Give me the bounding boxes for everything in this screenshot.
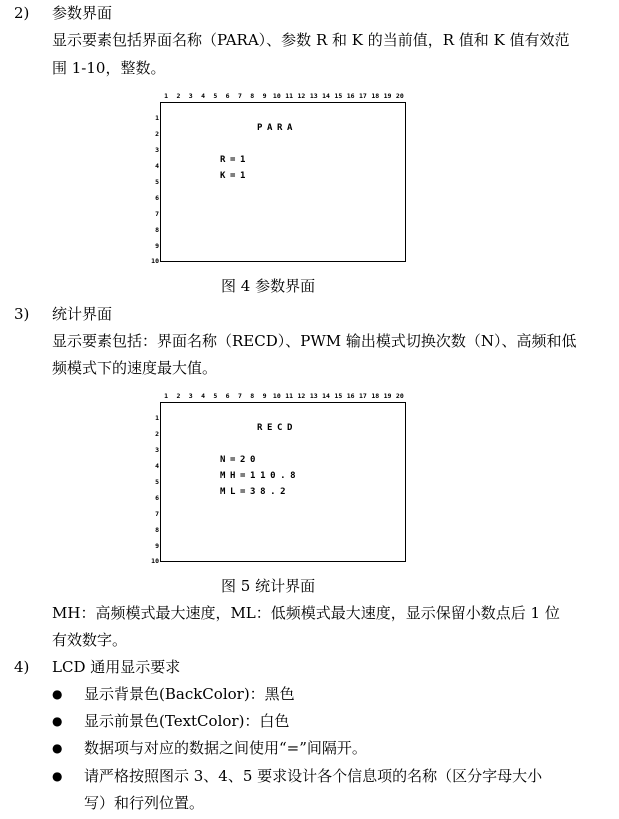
col-number: 3 bbox=[188, 92, 193, 100]
col-number: 17 bbox=[359, 392, 367, 400]
col-number: 7 bbox=[237, 392, 242, 400]
column-numbers bbox=[160, 392, 406, 400]
section-2-description-line-1: 显示要素包括界面名称（PARA）、参数 R 和 K 的当前值，R 值和 K 值有效范 bbox=[52, 31, 570, 49]
row-number: 1 bbox=[155, 114, 159, 122]
col-number: 14 bbox=[322, 92, 330, 100]
para-lcd-figure bbox=[146, 92, 406, 265]
col-number: 7 bbox=[237, 92, 242, 100]
col-number: 3 bbox=[188, 392, 193, 400]
section-4-title: LCD 通用显示要求 bbox=[52, 658, 181, 676]
section-2-description-line-2: 围 1-10，整数。 bbox=[52, 59, 166, 77]
col-number: 12 bbox=[297, 92, 306, 100]
lcd-line-mh: MH=110.8 bbox=[220, 471, 301, 481]
col-number: 1 bbox=[164, 92, 169, 100]
col-number: 5 bbox=[213, 392, 218, 400]
lcd-screen-title: RECD bbox=[257, 423, 298, 433]
recd-lcd-figure bbox=[146, 392, 406, 565]
figure-5-caption: 图 5 统计界面 bbox=[221, 577, 316, 595]
bullet-item: 请严格按照图示 3、4、5 要求设计各个信息项的名称（区分字母大小 bbox=[84, 767, 543, 785]
section-2-title: 参数界面 bbox=[52, 4, 113, 22]
section-4-number: 4) bbox=[14, 658, 30, 676]
section-2-number: 2) bbox=[14, 4, 30, 22]
col-number: 19 bbox=[383, 392, 392, 400]
section-3-description-line-2: 频模式下的速度最大值。 bbox=[52, 359, 218, 377]
row-number: 5 bbox=[155, 178, 159, 186]
lcd-line-k: K=1 bbox=[220, 171, 251, 181]
col-number: 6 bbox=[225, 92, 230, 100]
col-number: 12 bbox=[297, 392, 306, 400]
col-number: 13 bbox=[309, 392, 318, 400]
bullet-icon: ● bbox=[52, 714, 63, 728]
row-number: 7 bbox=[155, 510, 159, 518]
col-number: 5 bbox=[213, 92, 218, 100]
col-number: 17 bbox=[359, 92, 367, 100]
row-number: 8 bbox=[155, 526, 159, 534]
col-number: 9 bbox=[262, 92, 267, 100]
figure-4-caption: 图 4 参数界面 bbox=[221, 277, 316, 295]
bullet-item: 显示前景色(TextColor)：白色 bbox=[84, 712, 290, 730]
lcd-screen-title: PARA bbox=[257, 123, 298, 133]
col-number: 18 bbox=[371, 392, 380, 400]
col-number: 16 bbox=[346, 392, 355, 400]
row-number: 10 bbox=[151, 257, 159, 265]
bullet-icon: ● bbox=[52, 687, 63, 701]
row-number: 3 bbox=[155, 446, 159, 454]
mh-ml-note-line-1: MH：高频模式最大速度，ML：低频模式最大速度，显示保留小数点后 1 位 bbox=[52, 604, 560, 622]
col-number: 19 bbox=[383, 92, 392, 100]
row-numbers bbox=[146, 402, 160, 565]
row-number: 2 bbox=[155, 430, 159, 438]
mh-ml-note-line-2: 有效数字。 bbox=[52, 631, 128, 649]
lcd-screen bbox=[160, 402, 406, 562]
row-number: 5 bbox=[155, 478, 159, 486]
col-number: 6 bbox=[225, 392, 230, 400]
col-number: 16 bbox=[346, 92, 355, 100]
col-number: 20 bbox=[395, 392, 404, 400]
col-number: 13 bbox=[309, 92, 318, 100]
col-number: 9 bbox=[262, 392, 267, 400]
col-number: 4 bbox=[201, 92, 206, 100]
row-number: 8 bbox=[155, 226, 159, 234]
lcd-line-ml: ML=38.2 bbox=[220, 487, 291, 497]
col-number: 15 bbox=[334, 92, 343, 100]
row-number: 9 bbox=[155, 542, 159, 550]
col-number: 11 bbox=[285, 92, 294, 100]
row-number: 10 bbox=[151, 557, 159, 565]
section-3-title: 统计界面 bbox=[52, 305, 113, 323]
col-number: 8 bbox=[250, 92, 255, 100]
col-number: 4 bbox=[201, 392, 206, 400]
row-number: 4 bbox=[155, 462, 159, 470]
col-number: 10 bbox=[272, 92, 281, 100]
lcd-line-n: N=20 bbox=[220, 455, 261, 465]
bullet-icon: ● bbox=[52, 769, 63, 783]
col-number: 15 bbox=[334, 392, 343, 400]
row-number: 4 bbox=[155, 162, 159, 170]
col-number: 10 bbox=[272, 392, 281, 400]
col-number: 14 bbox=[322, 392, 330, 400]
row-number: 2 bbox=[155, 130, 159, 138]
col-number: 20 bbox=[395, 92, 404, 100]
section-3-description-line-1: 显示要素包括：界面名称（RECD）、PWM 输出模式切换次数（N）、高频和低 bbox=[52, 332, 577, 350]
bullet-item: 显示背景色(BackColor)：黑色 bbox=[84, 685, 295, 703]
row-number: 1 bbox=[155, 414, 159, 422]
bullet-icon: ● bbox=[52, 741, 63, 755]
col-number: 2 bbox=[176, 92, 181, 100]
col-number: 8 bbox=[250, 392, 255, 400]
lcd-screen bbox=[160, 102, 406, 262]
section-3-number: 3) bbox=[14, 305, 30, 323]
bullet-item: 数据项与对应的数据之间使用“=”间隔开。 bbox=[84, 739, 367, 757]
row-number: 7 bbox=[155, 210, 159, 218]
col-number: 11 bbox=[285, 392, 294, 400]
row-number: 6 bbox=[155, 194, 159, 202]
col-number: 2 bbox=[176, 392, 181, 400]
row-number: 3 bbox=[155, 146, 159, 154]
bullet-item-continuation: 写）和行列位置。 bbox=[84, 794, 205, 812]
row-number: 9 bbox=[155, 242, 159, 250]
row-numbers bbox=[146, 102, 160, 265]
lcd-line-r: R=1 bbox=[220, 155, 251, 165]
row-number: 6 bbox=[155, 494, 159, 502]
col-number: 18 bbox=[371, 92, 380, 100]
column-numbers bbox=[160, 92, 406, 100]
col-number: 1 bbox=[164, 392, 169, 400]
